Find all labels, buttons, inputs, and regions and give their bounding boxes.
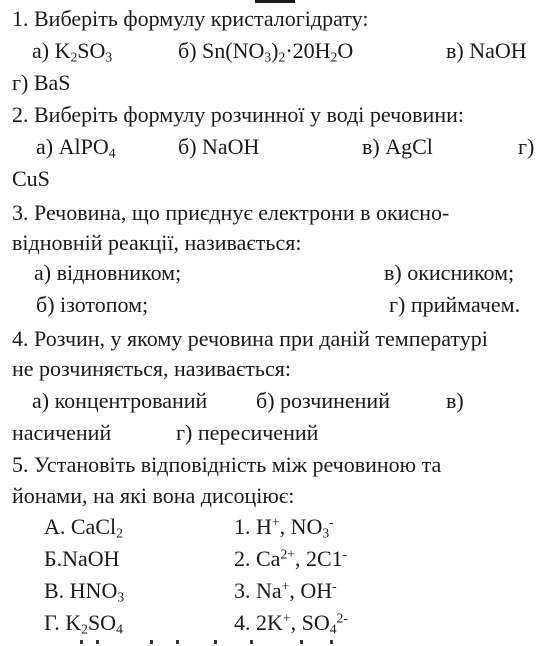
- question-3-title-line-1: 3. Речовина, що приєднує електрони в окисно-: [12, 200, 450, 225]
- q1-option-a: а) $K_2SO_3$: [32, 38, 113, 65]
- question-5-title-line-2: йонами, на які вона дисоціює:: [12, 483, 295, 508]
- q3-option-v: в) окисником;: [384, 260, 515, 285]
- q5-substance-b: Б.NaOH: [44, 546, 120, 571]
- q1-option-v: в) NaOH: [446, 38, 527, 63]
- q4-option-g: г) пересичений: [176, 420, 319, 445]
- q1-option-b: б) $Sn(NO_3)_2\cdot 20H_2O$: [178, 38, 354, 65]
- question-2-title: 2. Виберіть формулу розчинної у воді речовини:: [12, 102, 464, 127]
- question-4-title-line-2: не розчиняється, називається:: [12, 356, 291, 381]
- q3-option-b: б) ізотопом;: [36, 292, 149, 317]
- q5-substance-v: В. $HNO_3$: [44, 578, 125, 605]
- cropped-text-fragment: [255, 0, 295, 3]
- q2-option-g-value: CuS: [12, 166, 50, 191]
- question-4-title-line-1: 4. Розчин, у якому речовина при даній температурі: [12, 326, 488, 351]
- q2-option-b: б) NaOH: [178, 134, 260, 159]
- cropped-next-line-fragment: [0, 640, 559, 646]
- q4-option-b: б) розчинений: [256, 388, 390, 413]
- q4-option-v-letter: в): [446, 388, 464, 413]
- question-3-title-line-2: відновній реакції, називається:: [12, 230, 302, 255]
- question-5-title-line-1: 5. Установіть відповідність між речовиною та: [12, 452, 442, 477]
- q1-option-g: г) BaS: [12, 70, 71, 95]
- q5-substance-a: А. CaCl$_2$: [44, 514, 123, 541]
- q2-option-g-letter: г): [518, 134, 535, 159]
- q5-ions-4: 4. 2K+, $SO_4^{2-}$: [234, 610, 348, 637]
- q3-option-g: г) приймачем.: [389, 292, 521, 317]
- q5-ions-3: 3. Na+, OH-: [234, 578, 337, 603]
- q2-option-a: а) AlPO$_4$: [36, 134, 116, 161]
- q4-option-v-value: насичений: [12, 420, 112, 445]
- q2-option-v: в) AgCl: [362, 134, 433, 159]
- q4-option-a: а) концентрований: [32, 388, 208, 413]
- question-1-title: 1. Виберіть формулу кристалогідрату:: [12, 6, 369, 31]
- q5-ions-2: 2. $Ca^{2+}$, 2C1-: [234, 546, 348, 571]
- q5-ions-1: 1. H+, $NO_3^-$: [234, 514, 334, 541]
- q3-option-a: а) відновником;: [34, 260, 182, 285]
- q5-substance-g: Г. $K_2SO_4$: [44, 610, 123, 637]
